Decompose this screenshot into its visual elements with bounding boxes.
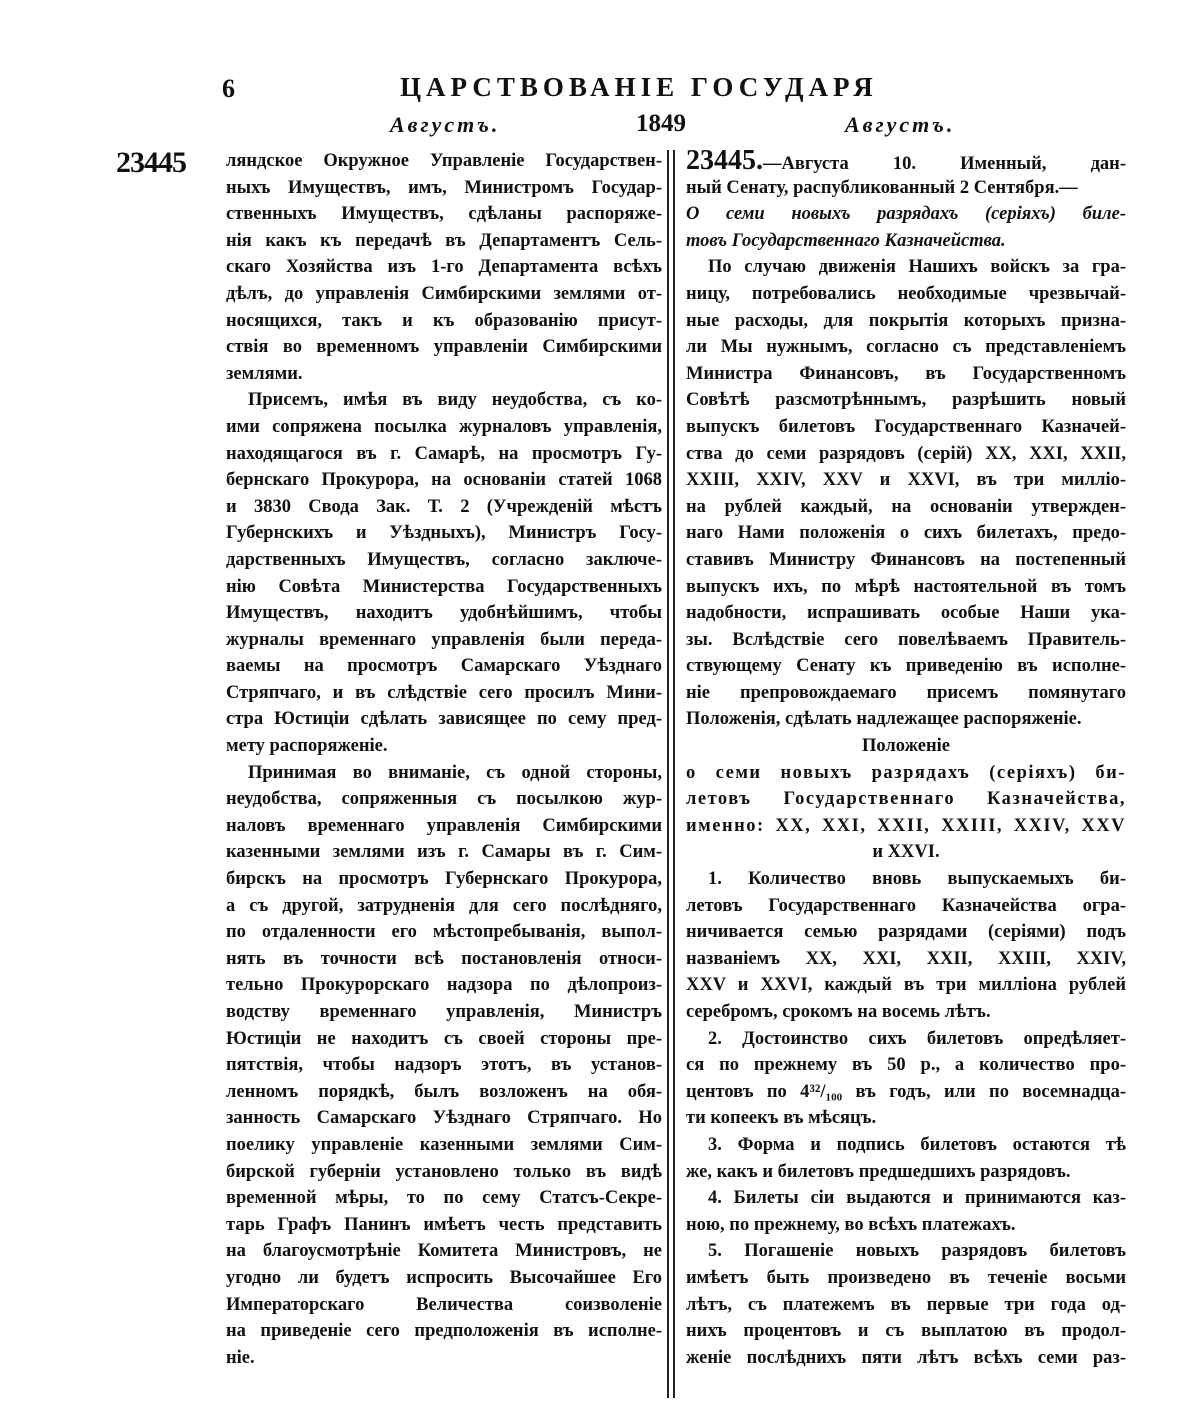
text-line: ленномъ порядкѣ, былъ возложенъ на обя-: [226, 1081, 662, 1102]
text-line: ваемы на просмотръ Самарскаго Уѣзднаго: [226, 656, 662, 677]
text-line: журналы временнаго управленія были переда-: [226, 629, 662, 650]
margin-article-number: 23445: [116, 146, 186, 179]
text-line: а съ другой, затрудненія для сего послѣдняго,: [226, 895, 662, 916]
text-line: на благоусмотрѣніе Комитета Министровъ, не: [226, 1241, 662, 1262]
text-line: временной мѣры, то по сему Статсъ-Секре-: [226, 1188, 662, 1209]
text-line: неудобства, сопряженныя съ посылкою жур-: [226, 789, 662, 810]
text-block: [686, 839, 1126, 866]
text-line: носящихся, такъ и къ образованію присут-: [226, 310, 662, 331]
text-line: нихъ процентовъ и съ выплатою въ продол-: [686, 1321, 1126, 1342]
article-title: [686, 201, 1126, 254]
text-line: имѣетъ быть произведено въ теченіе восьми: [686, 1267, 1126, 1288]
text-line: женіе послѣднихъ пяти лѣтъ всѣхъ семи раз-: [686, 1347, 1126, 1368]
text-line: нять въ точности всѣ постановленія относи-: [226, 948, 662, 969]
text-line: бернскаго Прокурора, на основаніи статей 1068: [226, 470, 662, 491]
left-column: [226, 148, 662, 1371]
text-line: ляндское Окружное Управленіе Государствен-: [226, 151, 662, 171]
month-right: Августъ.: [845, 112, 956, 137]
text-line: ничивается семью разрядами (серіями) подъ: [686, 922, 1126, 943]
text-line: поелику управленіе казенными землями Сим-: [226, 1134, 662, 1155]
text-line: 3. Форма и подпись билетовъ остаются тѣ: [708, 1134, 1126, 1155]
text-line: лѣтъ, съ платежемъ въ первые три года од-: [686, 1294, 1126, 1315]
text-line: тарь Графъ Панинъ имѣетъ честь представить: [226, 1214, 662, 1235]
text-line: дарственныхъ Имуществъ, согласно заключе-: [226, 549, 662, 570]
text-line: летовъ Государственнаго Казначейства,: [686, 789, 1126, 810]
text-line: 2. Достоинство сихъ билетовъ опредѣляет-: [708, 1028, 1126, 1049]
text-line: тельно Прокурорскаго надзора по дѣлопроиз-: [226, 975, 662, 996]
running-title: ЦАРСТВОВАНІЕ ГОСУДАРЯ: [400, 72, 878, 102]
text-block: [686, 1132, 1126, 1185]
article-heading: [686, 148, 1126, 201]
text-line: [686, 148, 1126, 175]
text-line: серебромъ, срокомъ на восемь лѣтъ.: [686, 1002, 991, 1022]
year: 1849: [636, 110, 686, 137]
text-line: и XXVI.: [872, 842, 940, 863]
text-line: наго Нами положенія о сихъ билетахъ, предо-: [686, 523, 1126, 544]
text-line: по отдаленности его мѣстопребыванія, выпол-: [226, 922, 662, 943]
text-line: бирскъ на просмотръ Губернскаго Прокурора,: [226, 869, 662, 890]
text-line: стра Юстиціи сдѣлать зависящее по сему пред-: [226, 709, 662, 730]
text-line: Стряпчаго, и въ слѣдствіе сего просилъ Мини-: [226, 682, 662, 703]
text-line: товъ Государственнаго Казначейства.: [686, 230, 1006, 251]
text-line: скаго Хозяйства изъ 1-го Департамента всѣхъ: [226, 257, 662, 278]
text-line: ніе.: [226, 1347, 255, 1368]
text-line: о семи новыхъ разрядахъ (серіяхъ) би-: [686, 762, 1126, 783]
text-line: ставивъ Министру Финансовъ на постепенный: [686, 549, 1126, 570]
text-line: выпускъ билетовъ Государственнаго Казначей-: [686, 416, 1126, 437]
text-line: зы. Вслѣдствіе сего повелѣваемъ Правитель-: [686, 629, 1126, 650]
text-line: Юстиціи не находитъ съ своей стороны пре-: [226, 1028, 662, 1049]
text-line: XXIII, XXIV, XXV и XXVI, въ три милліо-: [686, 470, 1126, 491]
text-line: ствія во временномъ управленіи Симбирскими: [226, 337, 662, 358]
text-line: ими сопряжена посылка журналовъ управленія,: [226, 416, 662, 437]
text-line: пятствія, чтобы надзоръ этотъ, въ установ-: [226, 1055, 662, 1076]
text-line: ли Мы нужнымъ, согласно съ представленіемъ: [686, 337, 1126, 358]
text-line: находящагося въ г. Самарѣ, на просмотръ Гу-: [226, 443, 662, 464]
text-block: [686, 1185, 1126, 1238]
text-line: ственныхъ Имуществъ, сдѣланы распоряже-: [226, 204, 662, 225]
right-column: [686, 148, 1126, 1371]
text-line: XXV и XXVI, каждый въ три милліона рублей: [686, 975, 1126, 996]
text-block: [686, 1026, 1126, 1132]
text-line: центовъ по 4³²/₁₀₀ въ годъ, или по восемнадца-: [686, 1081, 1126, 1102]
text-line: на приведеніе сего предположенія въ исполне-: [226, 1321, 662, 1342]
text-line: и 3830 Свода Зак. Т. 2 (Учрежденій мѣстъ: [226, 496, 662, 517]
text-line: ства до семи разрядовъ (серій) XX, XXI, XXII,: [686, 443, 1126, 464]
text-line: Присемъ, имѣя въ виду неудобства, съ ко-: [248, 390, 662, 411]
text-line: ствующему Сенату къ приведенію въ исполне-: [686, 656, 1126, 677]
article-number: 23445.: [686, 148, 763, 175]
text-line: Совѣтѣ разсмотрѣннымъ, разрѣшить новый: [686, 390, 1126, 411]
text-block: [226, 387, 662, 759]
text-line: надобности, испрашивать особые Наши ука-: [686, 603, 1126, 624]
text-line: Имуществъ, находитъ удобнѣйшимъ, чтобы: [226, 603, 662, 624]
text-block: [226, 760, 662, 1372]
text-line: ніе препровождаемаго присемъ помянутаго: [686, 682, 1126, 703]
text-line: выпускъ ихъ, по мѣрѣ настоятельной въ томъ: [686, 576, 1126, 597]
text-line: По случаю движенія Нашихъ войскъ за гра-: [708, 257, 1126, 278]
text-line: 4. Билеты сіи выдаются и принимаются каз-: [708, 1188, 1126, 1209]
text-line: водству временнаго управленія, Министръ: [226, 1002, 662, 1022]
text-line: именно: XX, XXI, XXII, XXIII, XXIV, XXV: [686, 815, 1126, 836]
text-line: ницу, потребовались необходимые чрезвычай-: [686, 283, 1126, 304]
text-line: ся по прежнему въ 50 р., а количество про-: [686, 1055, 1126, 1076]
text-line: землями.: [226, 363, 303, 384]
text-line: бирской губерніи установлено только въ видѣ: [226, 1161, 662, 1182]
text-line: угодно ли будетъ испросить Высочайшее Его: [226, 1267, 662, 1288]
page-number: 6: [222, 74, 235, 103]
text-line: Принимая во вниманіе, съ одной стороны,: [248, 762, 662, 783]
text-line: же, какъ и билетовъ предшедшихъ разрядовъ.: [686, 1161, 1071, 1182]
text-line: мету распоряженіе.: [226, 736, 388, 757]
text-line: наловъ временнаго управленія Симбирскими: [226, 815, 662, 836]
text-line: занность Самарскаго Уѣзднаго Стряпчаго. Но: [226, 1108, 662, 1129]
text-line: казенными землями изъ г. Самары въ г. Сим-: [226, 842, 662, 863]
text-line: 1. Количество вновь выпускаемыхъ би-: [708, 869, 1126, 890]
text-line: ти копеекъ въ мѣсяцъ.: [686, 1108, 877, 1129]
text-block: [686, 866, 1126, 1026]
text-line: 5. Погашеніе новыхъ разрядовъ билетовъ: [708, 1241, 1126, 1262]
text-block: [226, 148, 662, 387]
text-block: [686, 1238, 1126, 1371]
heading-text: —Августа 10. Именный, дан-: [763, 154, 1126, 174]
text-line: ныхъ Имуществъ, имъ, Министромъ Государ-: [226, 177, 662, 198]
text-line: Министра Финансовъ, въ Государственномъ: [686, 363, 1126, 384]
text-line: ные расходы, для покрытія которыхъ призна-: [686, 310, 1126, 331]
text-line: нію Совѣта Министерства Государственныхъ: [226, 576, 662, 597]
text-line: летовъ Государственнаго Казначейства огра-: [686, 895, 1126, 916]
column-divider: [667, 150, 669, 1398]
text-line: нія какъ къ передачѣ въ Департаментъ Сель-: [226, 230, 662, 251]
text-line: Губернскихъ и Уѣздныхъ), Министръ Госу-: [226, 523, 662, 544]
text-line: ный Сенату, распубликованный 2 Сентября.—: [686, 177, 1078, 198]
text-line: Положенія, сдѣлать надлежащее распоряженіе.: [686, 709, 1082, 730]
text-line: дѣлъ, до управленія Симбирскими землями от-: [226, 283, 662, 304]
column-divider: [673, 150, 675, 1398]
text-line: названіемъ XX, XXI, XXII, XXIII, XXIV,: [686, 948, 1126, 969]
text-block: [686, 733, 1126, 760]
text-line: Положеніе: [862, 736, 950, 757]
text-line: на рублей каждый, на основаніи утвержден-: [686, 496, 1126, 517]
text-block: [686, 254, 1126, 733]
text-line: ною, по прежнему, во всѣхъ платежахъ.: [686, 1214, 1016, 1235]
text-line: О семи новыхъ разрядахъ (серіяхъ) биле-: [686, 204, 1126, 225]
text-block: [686, 760, 1126, 840]
text-line: Императорскаго Величества соизволеніе: [226, 1294, 662, 1315]
month-left: Августъ.: [390, 112, 501, 137]
